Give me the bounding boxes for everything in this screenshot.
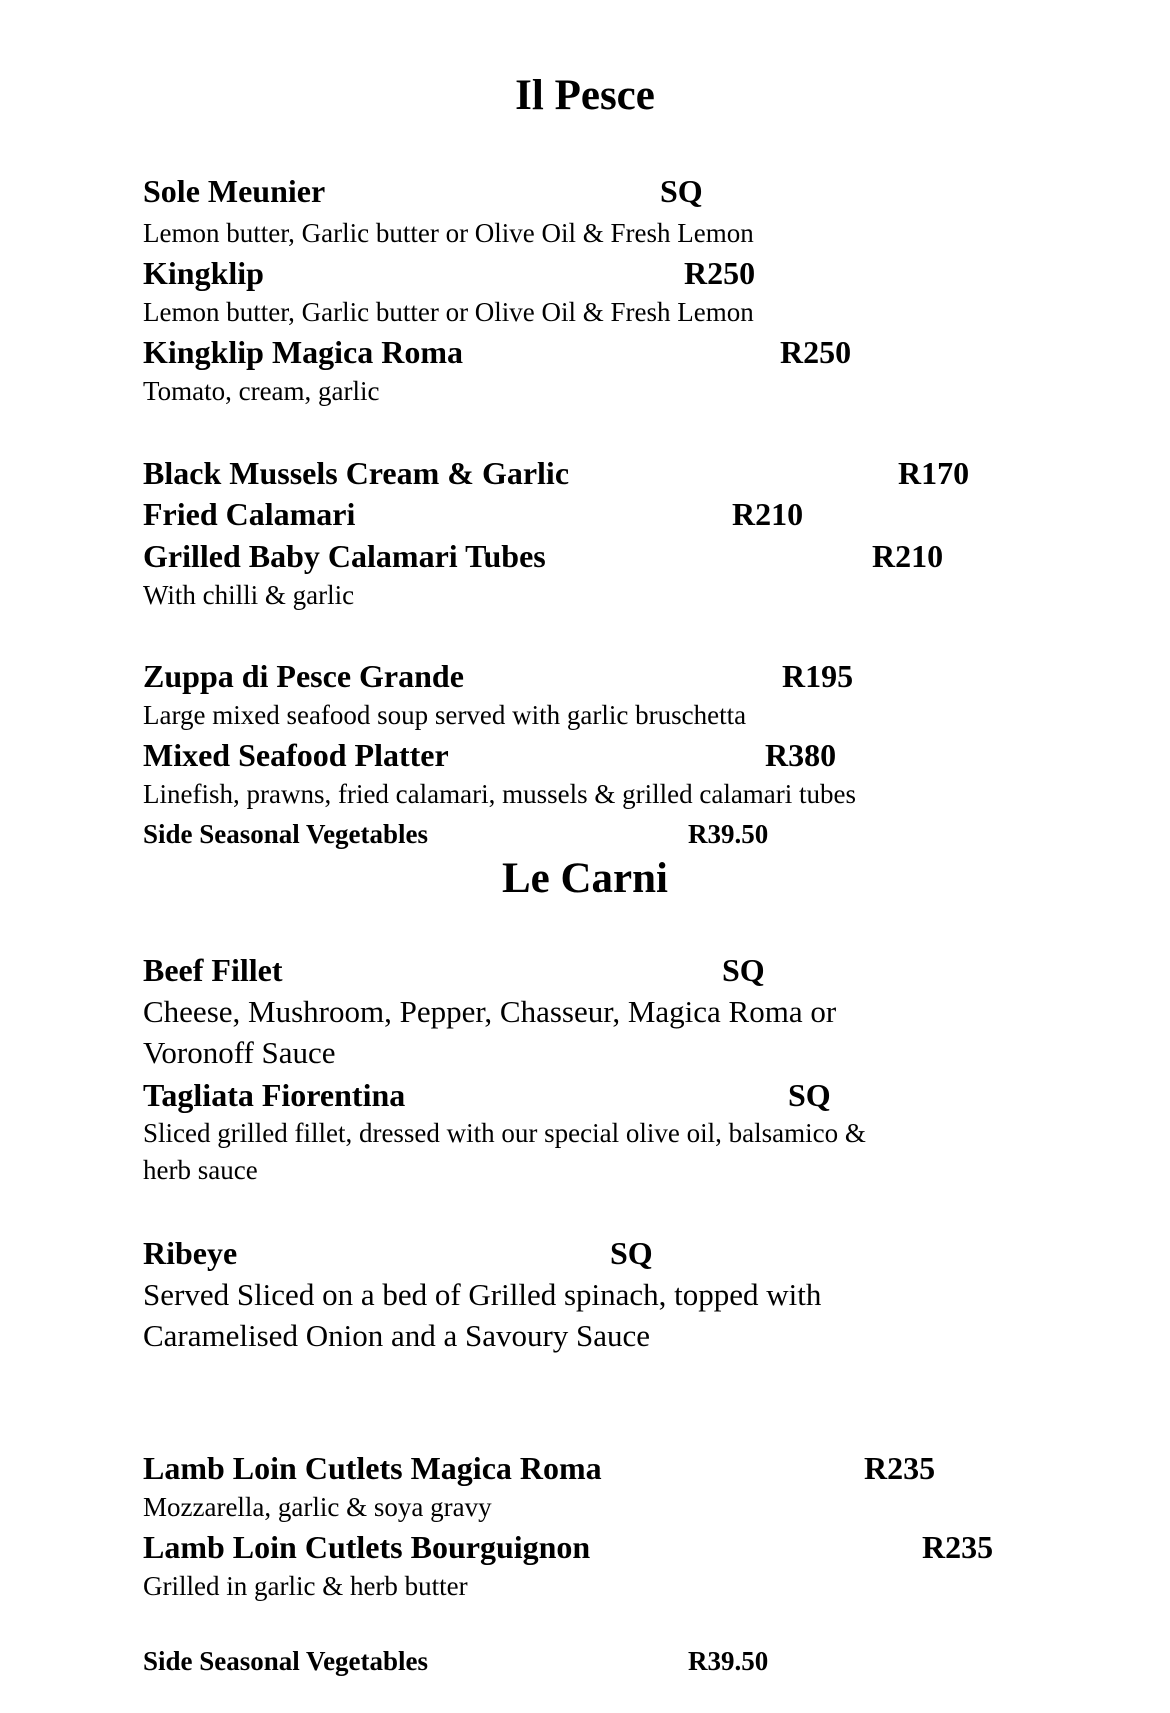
item-price: R250 [780, 334, 852, 370]
section-title-pesce: Il Pesce [515, 72, 655, 119]
item-description: Served Sliced on a bed of Grilled spinach, topped with [143, 1277, 822, 1312]
item-description: Tomato, cream, garlic [143, 376, 380, 406]
item-price: R235 [922, 1529, 994, 1565]
side-name: Side Seasonal Vegetables [143, 819, 429, 849]
item-name: Mixed Seafood Platter [143, 737, 449, 773]
item-name: Grilled Baby Calamari Tubes [143, 538, 546, 574]
item-price: SQ [610, 1235, 653, 1271]
item-description: Sliced grilled fillet, dressed with our special olive oil, balsamico & [143, 1118, 866, 1148]
item-price: SQ [660, 173, 703, 209]
item-description: Lemon butter, Garlic butter or Olive Oil & Fresh Lemon [143, 218, 754, 248]
item-description: Large mixed seafood soup served with garlic bruschetta [143, 700, 747, 730]
side-name: Side Seasonal Vegetables [143, 1646, 429, 1676]
item-price: R170 [898, 455, 970, 491]
item-name: Lamb Loin Cutlets Magica Roma [143, 1450, 602, 1486]
item-description: Voronoff Sauce [143, 1035, 336, 1070]
item-description: herb sauce [143, 1155, 258, 1185]
item-price: R380 [765, 737, 837, 773]
item-description: Grilled in garlic & herb butter [143, 1571, 468, 1601]
item-name: Lamb Loin Cutlets Bourguignon [143, 1529, 591, 1565]
item-description: Cheese, Mushroom, Pepper, Chasseur, Magica Roma or [143, 994, 837, 1029]
item-name: Black Mussels Cream & Garlic [143, 455, 570, 491]
item-name: Sole Meunier [143, 173, 326, 209]
item-price: R250 [684, 255, 756, 291]
section-title-carni: Le Carni [501, 855, 669, 902]
item-price: SQ [722, 952, 765, 988]
item-description: Lemon butter, Garlic butter or Olive Oil & Fresh Lemon [143, 297, 754, 327]
item-description: Mozzarella, garlic & soya gravy [143, 1492, 492, 1522]
side-price: R39.50 [688, 819, 769, 849]
item-name: Fried Calamari [143, 496, 356, 532]
item-name: Zuppa di Pesce Grande [143, 658, 464, 694]
side-price: R39.50 [688, 1646, 769, 1676]
item-name: Kingklip Magica Roma [143, 334, 464, 370]
item-price: R210 [872, 538, 944, 574]
item-price: R210 [732, 496, 804, 532]
item-name: Tagliata Fiorentina [143, 1077, 406, 1113]
item-name: Ribeye [143, 1235, 238, 1271]
item-price: R235 [864, 1450, 936, 1486]
item-description: Linefish, prawns, fried calamari, mussels & grilled calamari tubes [143, 779, 857, 809]
item-description: Caramelised Onion and a Savoury Sauce [143, 1318, 651, 1353]
item-name: Kingklip [143, 255, 264, 291]
item-description: With chilli & garlic [143, 580, 355, 610]
item-name: Beef Fillet [143, 952, 283, 988]
item-price: R195 [782, 658, 854, 694]
item-price: SQ [788, 1077, 831, 1113]
